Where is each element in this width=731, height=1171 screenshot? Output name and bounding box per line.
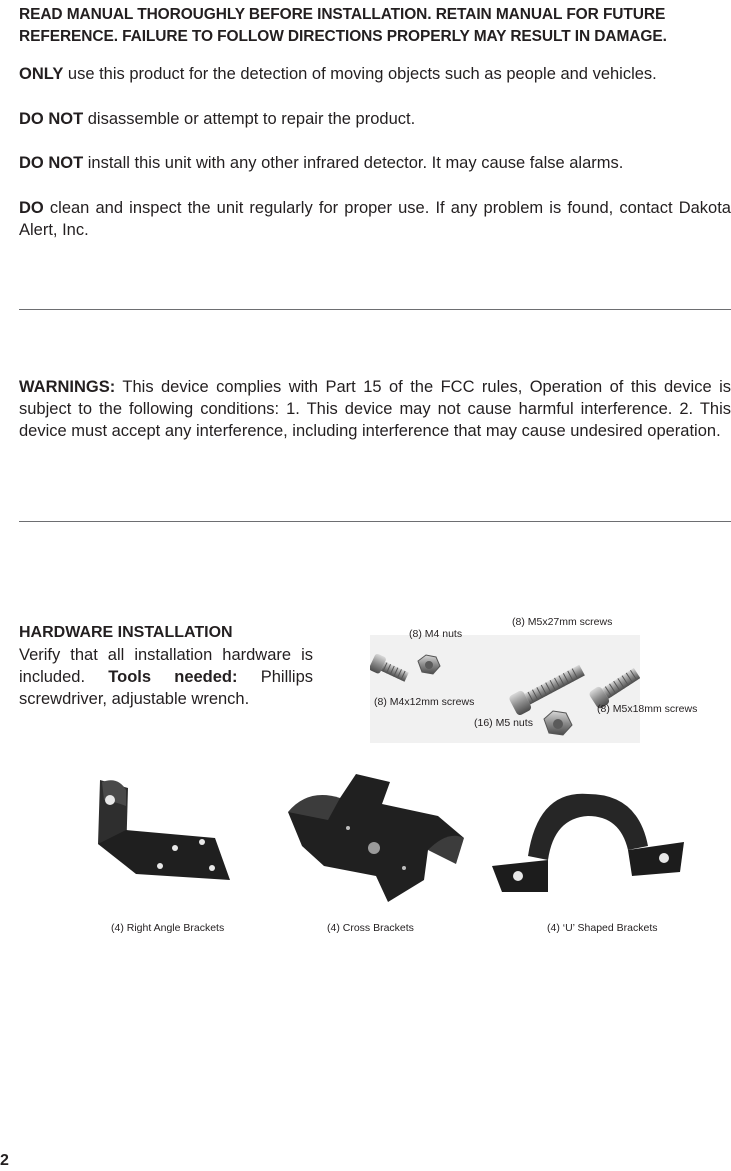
manual-warning-header (19, 4, 731, 48)
u-shaped-bracket-image (488, 780, 690, 900)
hardware-installation-section (19, 622, 313, 710)
warnings-text: This device complies with Part 15 of the FCC rules, Operation of this device is subject to the following conditions: 1. This device may not cause harmful interference. 2. This device must accept any interference, including interference that may cause undesired operation. (19, 378, 731, 440)
tools-text: Phillips screwdriver, adjustable wrench. (19, 668, 313, 708)
m5x27-screw-image (508, 660, 587, 716)
warnings-label: WARNINGS: (19, 378, 116, 396)
right-angle-bracket-image (90, 770, 240, 900)
tools-label: Tools needed: (108, 668, 238, 686)
instruction-text: install this unit with any other infrared detector. It may cause false alarms. (83, 154, 624, 172)
m5-nut-image (544, 711, 572, 735)
caption-right-angle-brackets: (4) Right Angle Brackets (111, 922, 225, 934)
header-line-2: REFERENCE. FAILURE TO FOLLOW DIRECTIONS PROPERLY MAY RESULT IN DAMAGE. (19, 28, 667, 45)
instruction-lead: DO (19, 199, 44, 217)
instruction-text: disassemble or attempt to repair the product. (83, 110, 416, 128)
caption-u-shaped-brackets: (4) ‘U’ Shaped Brackets (547, 922, 658, 934)
caption-m4x12-screws: (8) M4x12mm screws (374, 696, 475, 708)
cross-bracket-image (278, 768, 468, 908)
instruction-lead: DO NOT (19, 110, 84, 128)
caption-m5x27-screws: (8) M5x27mm screws (512, 616, 613, 628)
caption-m5x18-screws: (8) M5x18mm screws (597, 703, 698, 715)
divider (19, 309, 731, 310)
instruction-only (19, 63, 731, 85)
header-line-1: READ MANUAL THOROUGHLY BEFORE INSTALLATION. RETAIN MANUAL FOR FUTURE (19, 6, 666, 23)
m4x12-screw-image (370, 653, 410, 685)
m4-nut-image (418, 655, 440, 674)
caption-cross-brackets: (4) Cross Brackets (327, 922, 414, 934)
instruction-do-not-disassemble (19, 108, 731, 130)
fcc-warnings (19, 376, 731, 442)
instruction-do-clean (19, 197, 731, 241)
intro-text: Verify that all installation hardware is included. (19, 646, 313, 686)
instruction-lead: ONLY (19, 65, 64, 83)
section-title: HARDWARE INSTALLATION (19, 624, 233, 641)
instruction-lead: DO NOT (19, 154, 84, 172)
instruction-do-not-install (19, 152, 731, 174)
hardware-intro (19, 644, 313, 710)
divider (19, 521, 731, 522)
page-number: 2 (0, 1152, 9, 1169)
instruction-text: clean and inspect the unit regularly for proper use. If any problem is found, contact Dakota Alert, Inc. (19, 199, 731, 239)
instruction-text: use this product for the detection of moving objects such as people and vehicles. (63, 65, 657, 83)
caption-m4-nuts: (8) M4 nuts (409, 628, 463, 640)
caption-m5-nuts: (16) M5 nuts (474, 717, 533, 729)
